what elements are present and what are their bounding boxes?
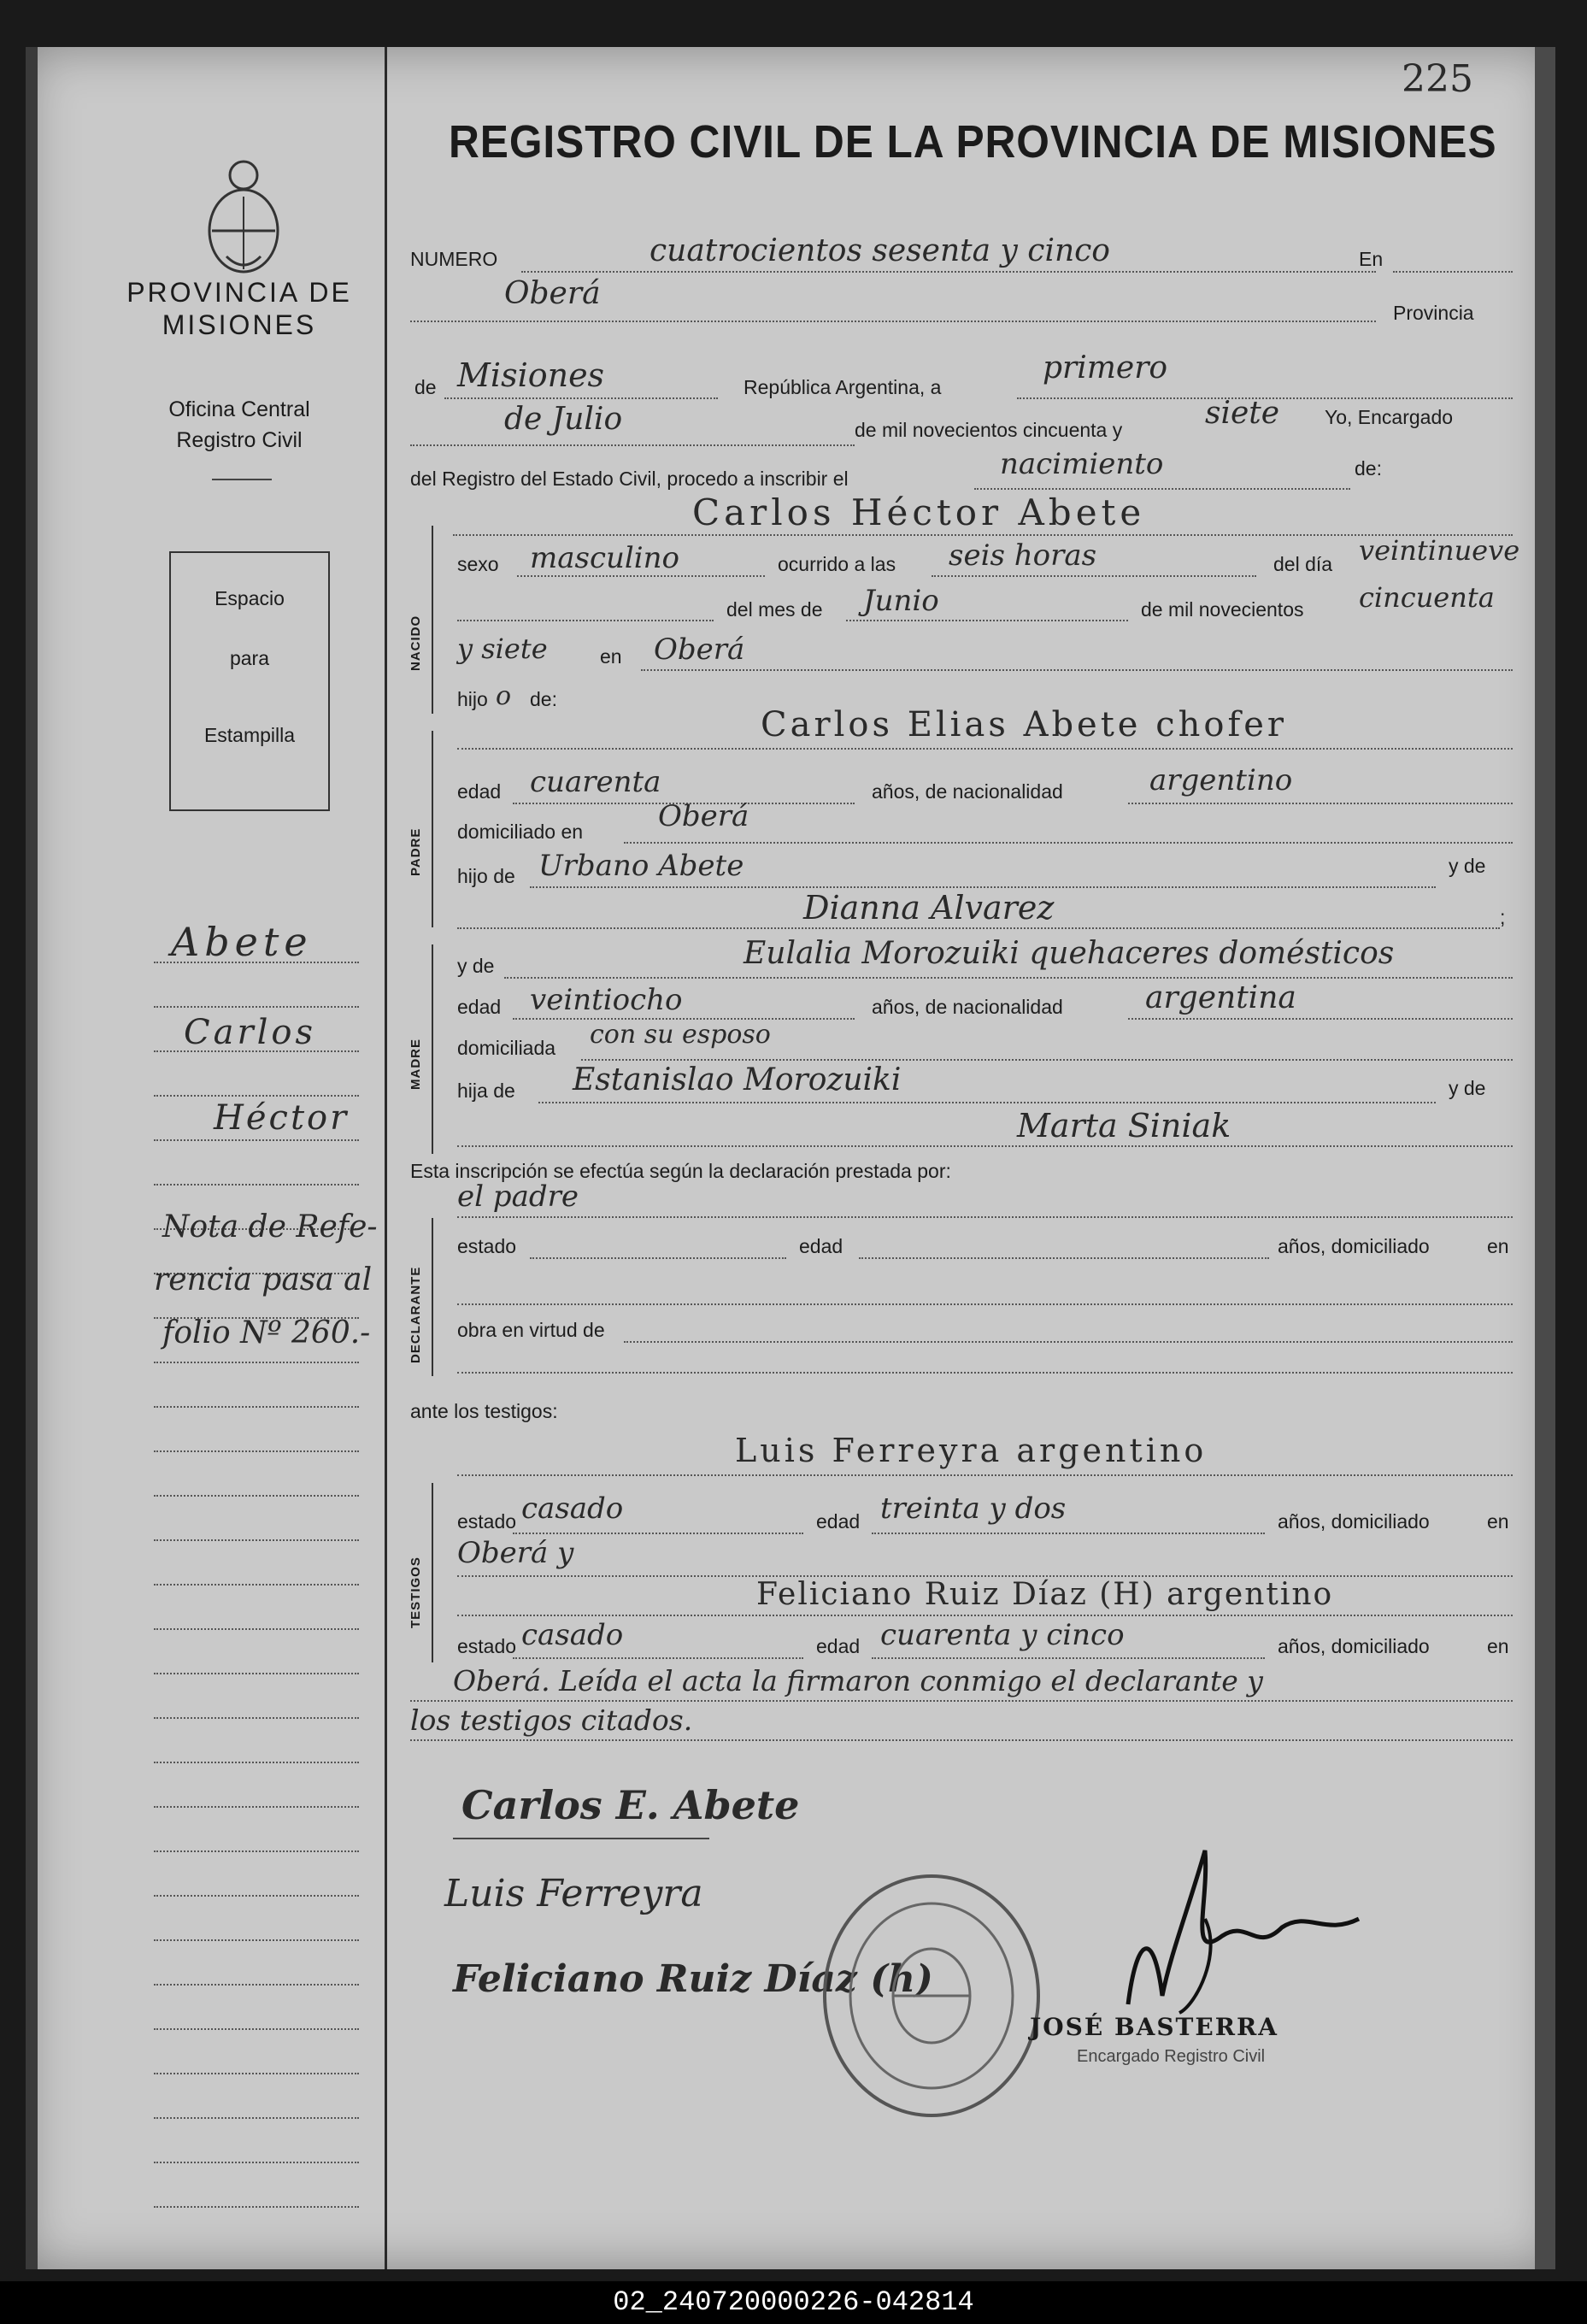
hijo-de-label: de:	[530, 688, 557, 710]
location-value: Oberá	[504, 276, 601, 311]
dotted-line	[974, 488, 1350, 490]
declarante-anios-label: años, domiciliado	[1278, 1235, 1430, 1257]
testigos-section-label: TESTIGOS	[409, 1556, 423, 1628]
declarante-obra-label: obra en virtud de	[457, 1319, 605, 1341]
numero-value: cuatrocientos sesenta y cinco	[649, 233, 1110, 268]
dotted-line	[504, 977, 1513, 979]
dotted-line	[1128, 803, 1513, 804]
margin-surname: Abete	[171, 919, 313, 965]
margin-ruled-line	[154, 1939, 359, 1941]
t2-en-label: en	[1487, 1635, 1509, 1657]
signature-witness-1: Luis Ferreyra	[444, 1872, 703, 1915]
nacido-label: NACIDO	[409, 615, 423, 671]
en-label-nacido: en	[600, 645, 622, 668]
year-value: siete	[1205, 396, 1280, 431]
scan-id-bar	[0, 2281, 1587, 2324]
t2-estado-value: casado	[521, 1618, 624, 1652]
madre-edad-value: veintiocho	[530, 983, 683, 1017]
margin-ruled-line	[154, 1450, 359, 1452]
page-edge	[1535, 47, 1555, 2269]
padre-domicilio-label: domiciliado en	[457, 821, 584, 843]
t2-edad-label: edad	[816, 1635, 861, 1657]
office-line-1: Oficina Central	[168, 397, 310, 421]
margin-ruled-line	[154, 2028, 359, 2030]
margin-ruled-line	[154, 1495, 359, 1497]
declarante-edad-label: edad	[799, 1235, 843, 1257]
republica-label: República Argentina, a	[744, 376, 942, 398]
madre-hija-de-value: Estanislao Morozuiki	[573, 1062, 902, 1097]
padre-madre-value: Dianna Alvarez	[803, 889, 1055, 927]
t2-estado-label: estado	[457, 1635, 517, 1657]
official-seal-icon	[816, 1868, 1047, 2124]
margin-ruled-line	[154, 1895, 359, 1897]
padre-label: PADRE	[409, 827, 423, 876]
padre-name: Carlos Elias Abete chofer	[761, 705, 1288, 744]
t1-en-label: en	[1487, 1510, 1509, 1533]
dotted-line	[517, 575, 765, 577]
dotted-line	[1393, 271, 1513, 273]
dotted-line	[581, 1059, 1513, 1061]
ledger-page	[26, 47, 1555, 2269]
padre-hijo-de-label: hijo de	[457, 865, 515, 887]
padre-edad-value: cuarenta	[530, 765, 661, 799]
column-divider	[385, 47, 387, 2269]
dotted-line	[410, 321, 1376, 322]
margin-ruled-line	[154, 1584, 359, 1586]
padre-semicolon: ;	[1500, 906, 1506, 928]
testigo-2-name: Feliciano Ruiz Díaz (H) argentino	[756, 1577, 1334, 1612]
dotted-line	[538, 1102, 1436, 1103]
de-label: de	[414, 376, 437, 398]
t2-edad-value: cuarenta y cinco	[880, 1618, 1125, 1652]
declarante-estado-label: estado	[457, 1235, 517, 1257]
section-bracket	[432, 731, 433, 927]
sexo-label: sexo	[457, 553, 499, 575]
hijo-value: o	[496, 681, 512, 711]
dotted-line	[624, 842, 1513, 844]
margin-note-1: Nota de Refe-	[162, 1209, 378, 1244]
testigos-label: ante los testigos:	[410, 1400, 558, 1422]
dotted-line	[457, 620, 714, 621]
madre-y-de-label: y de	[457, 955, 495, 977]
testigo-1-name: Luis Ferreyra argentino	[735, 1432, 1208, 1469]
dotted-line	[513, 1533, 803, 1534]
signature-witness-2: Feliciano Ruiz Díaz (h)	[453, 1957, 933, 2001]
hora-value: seis horas	[949, 538, 1097, 573]
act-value: nacimiento	[1000, 447, 1164, 481]
province-value: Misiones	[457, 356, 605, 394]
declarante-en-label: en	[1487, 1235, 1509, 1257]
closing-line-1: Oberá. Leída el acta la firmaron conmigo el declarante y	[453, 1664, 1263, 1697]
margin-ruled-line	[154, 1850, 359, 1852]
anio-value: cincuenta	[1359, 581, 1495, 614]
office-line-2: Registro Civil	[176, 428, 303, 452]
margin-ruled-line	[154, 1095, 359, 1097]
madre-domicilio-label: domiciliada	[457, 1037, 556, 1059]
margin-name-2: Héctor	[214, 1098, 350, 1138]
madre-madre-value: Marta Siniak	[1017, 1107, 1231, 1144]
divider	[212, 479, 272, 480]
margin-name-1: Carlos	[184, 1013, 316, 1052]
dotted-line	[530, 886, 1436, 888]
stamp-label-3: Estampilla	[203, 724, 296, 746]
margin-ruled-line	[154, 2206, 359, 2208]
dotted-line	[872, 1533, 1265, 1534]
signature-father: Carlos E. Abete	[461, 1782, 800, 1828]
stamp-label-1: Espacio	[215, 587, 285, 609]
sexo-value: masculino	[530, 541, 680, 575]
margin-ruled-line	[154, 1673, 359, 1674]
margin-ruled-line	[154, 1362, 359, 1363]
margin-note-2: rencia pasa al	[154, 1262, 373, 1297]
t2-anios-label: años, domiciliado	[1278, 1635, 1430, 1657]
madre-name: Eulalia Morozuiki quehaceres domésticos	[744, 936, 1395, 971]
dotted-line	[1128, 1018, 1513, 1020]
month-value: de Julio	[504, 402, 623, 437]
margin-ruled-line	[154, 2073, 359, 2074]
margin-ruled-line	[154, 1406, 359, 1408]
de-colon: de:	[1355, 457, 1382, 480]
section-bracket	[432, 1483, 433, 1662]
page-spine	[26, 47, 38, 2269]
registro-label: del Registro del Estado Civil, procedo a inscribir el	[410, 468, 849, 490]
padre-hijo-de-value: Urbano Abete	[538, 849, 744, 883]
day-value: primero	[1043, 350, 1168, 385]
dotted-line	[410, 1700, 1513, 1702]
dotted-line	[457, 748, 1513, 750]
stamp-box	[169, 551, 330, 811]
t1-edad-label: edad	[816, 1510, 861, 1533]
dotted-line	[846, 620, 1128, 621]
margin-ruled-line	[154, 2162, 359, 2163]
document-title: REGISTRO CIVIL DE LA PROVINCIA DE MISIONES	[449, 116, 1497, 168]
margin-ruled-line	[154, 1006, 359, 1008]
year-label: de mil novecientos cincuenta y	[855, 419, 1123, 441]
dotted-line	[410, 1739, 1513, 1741]
closing-line-2: los testigos citados.	[410, 1703, 693, 1737]
declaracion-label: Esta inscripción se efectúa según la declaración prestada por:	[410, 1160, 951, 1182]
dotted-line	[457, 927, 1500, 929]
dotted-line	[641, 669, 1513, 671]
en-label: En	[1359, 248, 1384, 270]
dotted-line	[872, 1657, 1265, 1659]
madre-nacionalidad-value: argentina	[1145, 980, 1296, 1015]
madre-domicilio-value: con su esposo	[590, 1020, 771, 1050]
margin-ruled-line	[154, 1806, 359, 1808]
hijo-label: hijo	[457, 688, 488, 710]
section-bracket	[432, 1218, 433, 1376]
madre-anios-label: años, de nacionalidad	[872, 996, 1063, 1018]
margin-ruled-line	[154, 1539, 359, 1541]
dia-value: veintinueve	[1359, 534, 1520, 567]
dotted-line	[457, 1615, 1513, 1616]
dotted-line	[530, 1257, 786, 1259]
dotted-line	[859, 1257, 1269, 1259]
dotted-line	[457, 1303, 1513, 1305]
anio-value-2: y siete	[457, 632, 548, 665]
dotted-line	[457, 1216, 1513, 1218]
signature-underline	[453, 1838, 709, 1839]
official-title: Encargado Registro Civil	[1077, 2047, 1266, 2066]
t1-anios-label: años, domiciliado	[1278, 1510, 1430, 1533]
province-title: PROVINCIA DE MISIONES	[126, 277, 352, 340]
dotted-line	[457, 1372, 1513, 1374]
numero-label: NUMERO	[410, 248, 498, 270]
t1-domicilio-value: Oberá y	[457, 1536, 574, 1570]
madre-label: MADRE	[409, 1038, 423, 1090]
margin-ruled-line	[154, 1628, 359, 1630]
padre-y-de: y de	[1449, 855, 1486, 877]
dotted-line	[624, 1341, 1513, 1343]
t1-estado-label: estado	[457, 1510, 517, 1533]
margin-note-3: folio Nº 260.-	[162, 1315, 371, 1350]
dotted-line	[457, 1145, 1513, 1147]
dotted-line	[444, 397, 718, 399]
dotted-line	[513, 1657, 803, 1659]
encargado-label: Yo, Encargado	[1325, 406, 1454, 428]
mes-value: Junio	[863, 584, 939, 618]
madre-hija-de-label: hija de	[457, 1080, 515, 1102]
dotted-line	[457, 1474, 1513, 1476]
child-name: Carlos Héctor Abete	[692, 491, 1146, 533]
declaracion-value: el padre	[457, 1180, 579, 1214]
official-signature-icon	[1111, 1833, 1393, 2021]
dotted-line	[932, 575, 1256, 577]
t1-edad-value: treinta y dos	[880, 1491, 1067, 1526]
margin-ruled-line	[154, 1717, 359, 1719]
madre-y-de: y de	[1449, 1077, 1486, 1099]
padre-edad-label: edad	[457, 780, 502, 803]
lugar-value: Oberá	[654, 632, 745, 667]
margin-ruled-line	[154, 1184, 359, 1186]
mil-label: de mil novecientos	[1141, 598, 1304, 621]
scan-id: 02_240720000226-042814	[613, 2286, 974, 2318]
padre-anios-label: años, de nacionalidad	[872, 780, 1063, 803]
official-name: JOSÉ BASTERRA	[1030, 2013, 1279, 2041]
margin-ruled-line	[154, 1762, 359, 1763]
madre-edad-label: edad	[457, 996, 502, 1018]
section-bracket	[432, 526, 433, 714]
stamp-label-2: para	[229, 647, 270, 669]
padre-domicilio-value: Oberá	[658, 799, 749, 833]
dotted-line	[410, 444, 855, 446]
dotted-line	[453, 534, 1513, 536]
margin-ruled-line	[154, 2117, 359, 2119]
dotted-line	[521, 271, 1376, 273]
dia-label: del día	[1273, 553, 1333, 575]
margin-ruled-line	[154, 1984, 359, 1986]
padre-nacionalidad-value: argentino	[1149, 763, 1293, 797]
declarante-label: DECLARANTE	[409, 1266, 423, 1363]
ocurrido-label: ocurrido a las	[778, 553, 896, 575]
section-bracket	[432, 944, 433, 1154]
coat-of-arms-icon	[197, 150, 291, 278]
margin-ruled-line	[154, 1139, 359, 1141]
page-number: 225	[1402, 57, 1473, 101]
provincia-label: Provincia	[1393, 302, 1474, 324]
mes-label: del mes de	[726, 598, 823, 621]
t1-estado-value: casado	[521, 1491, 624, 1526]
